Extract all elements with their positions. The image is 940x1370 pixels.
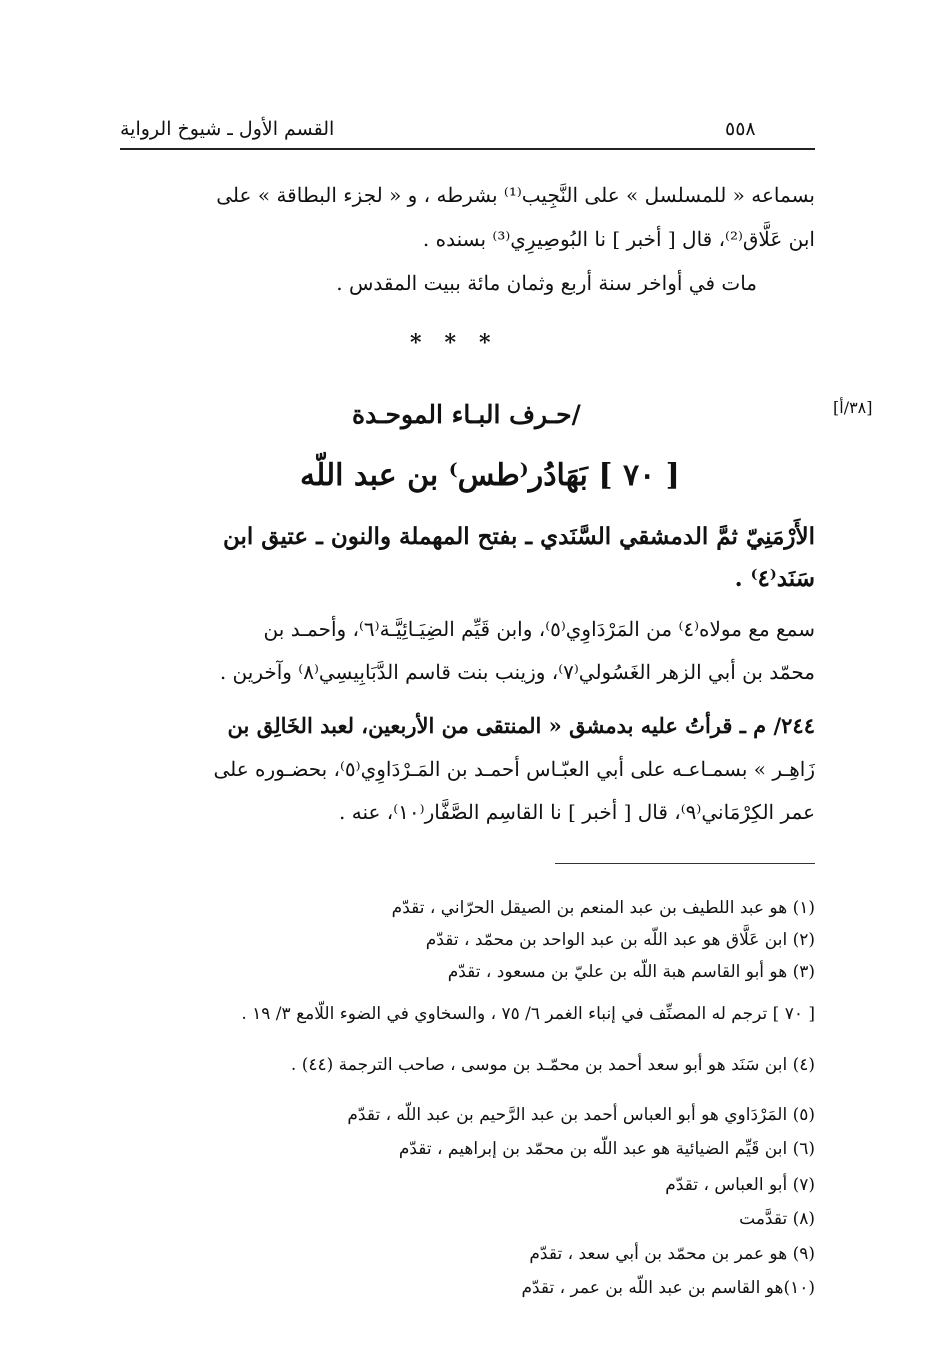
page-number: ٥٥٨ <box>725 118 756 140</box>
intro-line-1: بسماعه « للمسلسل » على النَّجِيب⁽¹⁾ بشرطه ، و « لجزء البطاقة » على <box>216 183 815 207</box>
footnote-10: (١٠)هو القاسم بن عبد اللّه بن عمر ، تقدّم <box>521 1278 815 1298</box>
narration-line-1: ٢٤٤/ م ـ قرأتُ عليه بدمشق « المنتقى من الأربعين، لعبد الخَالِق بن <box>227 713 815 738</box>
footnote-4: (٤) ابن سَنَد هو أبو سعد أحمد بن محمّـد بن موسى ، صاحب الترجمة (٤٤) . <box>290 1055 815 1075</box>
footnote-rule <box>555 863 815 864</box>
entry-subtitle-1: الأَرْمَنِيّ ثمَّ الدمشقي السَّنَدي ـ بفتح المهملة والنون ـ عتيق ابن <box>222 523 815 550</box>
running-title: القسم الأول ـ شيوخ الرواية <box>120 118 335 140</box>
entry-body-line-2: محمّد بن أبي الزهر الغَسُولي⁽٧⁾، وزينب بنت قاسم الدَّبَابِيسِي⁽٨⁾ وآخرين . <box>219 660 815 684</box>
entry-body-line-1: سمع مع مولاه⁽٤⁾ من المَرْدَاوِي⁽٥⁾، وابن قَيِّم الضِيَـائِيَّـة⁽٦⁾، وأحمـد بن <box>263 617 815 641</box>
entry-subtitle-2: سَنَد⁽٤⁾ . <box>734 565 815 592</box>
footnote-6: (٦) ابن قَيِّم الضيائية هو عبد اللّه بن محمّد بن إبراهيم ، تقدّم <box>398 1139 815 1159</box>
footnote-3: (٣) هو أبو القاسم هبة اللّه بن عليّ بن مسعود ، تقدّم <box>447 962 815 982</box>
header-rule <box>120 148 815 150</box>
footnote-7: (٧) أبو العباس ، تقدّم <box>665 1175 815 1195</box>
margin-folio-ref: [٣٨/أ] <box>833 398 873 417</box>
footnote-5: (٥) المَرْدَاوي هو أبو العباس أحمد بن عبد الرَّحيم بن عبد اللّه ، تقدّم <box>347 1105 815 1125</box>
narration-line-2: زَاهِـر » بسمـاعـه على أبي العبّـاس أحمـد بن المَـرْدَاوِي⁽٥⁾، بحضـوره على <box>213 757 815 781</box>
footnote-8: (٨) تقدَّمت <box>739 1209 815 1229</box>
footnote-entry-70: [ ٧٠ ] ترجم له المصنِّف في إنباء الغمر ٦/ ٧٥ ، والسخاوي في الضوء اللّامع ٣/ ١٩ . <box>241 1004 815 1024</box>
footnote-1: (١) هو عبد اللطيف بن عبد المنعم بن الصيقل الحرّاني ، تقدّم <box>391 898 815 918</box>
section-separator: * * * <box>410 330 491 356</box>
footnote-2: (٢) ابن عَلَّاق هو عبد اللّه بن عبد الواحد بن محمّد ، تقدّم <box>425 930 815 950</box>
section-title: /حـرف البـاء الموحـدة <box>352 400 581 429</box>
entry-heading: [ ٧٠ ] بَهَادُر⁽طس⁾ بن عبد اللّه <box>300 458 680 493</box>
narration-line-3: عمر الكِرْمَاني⁽٩⁾، قال [ أخبر ] نا القاسِم الصَّفَّار⁽١٠⁾، عنه . <box>339 800 815 824</box>
intro-line-3: مات في أواخر سنة أربع وثمان مائة ببيت المقدس . <box>336 271 757 295</box>
footnote-9: (٩) هو عمر بن محمّد بن أبي سعد ، تقدّم <box>529 1244 815 1264</box>
intro-line-2: ابن عَلَّاق⁽²⁾، قال [ أخبر ] نا البُوصِيرِي⁽³⁾ بسنده . <box>422 227 815 251</box>
